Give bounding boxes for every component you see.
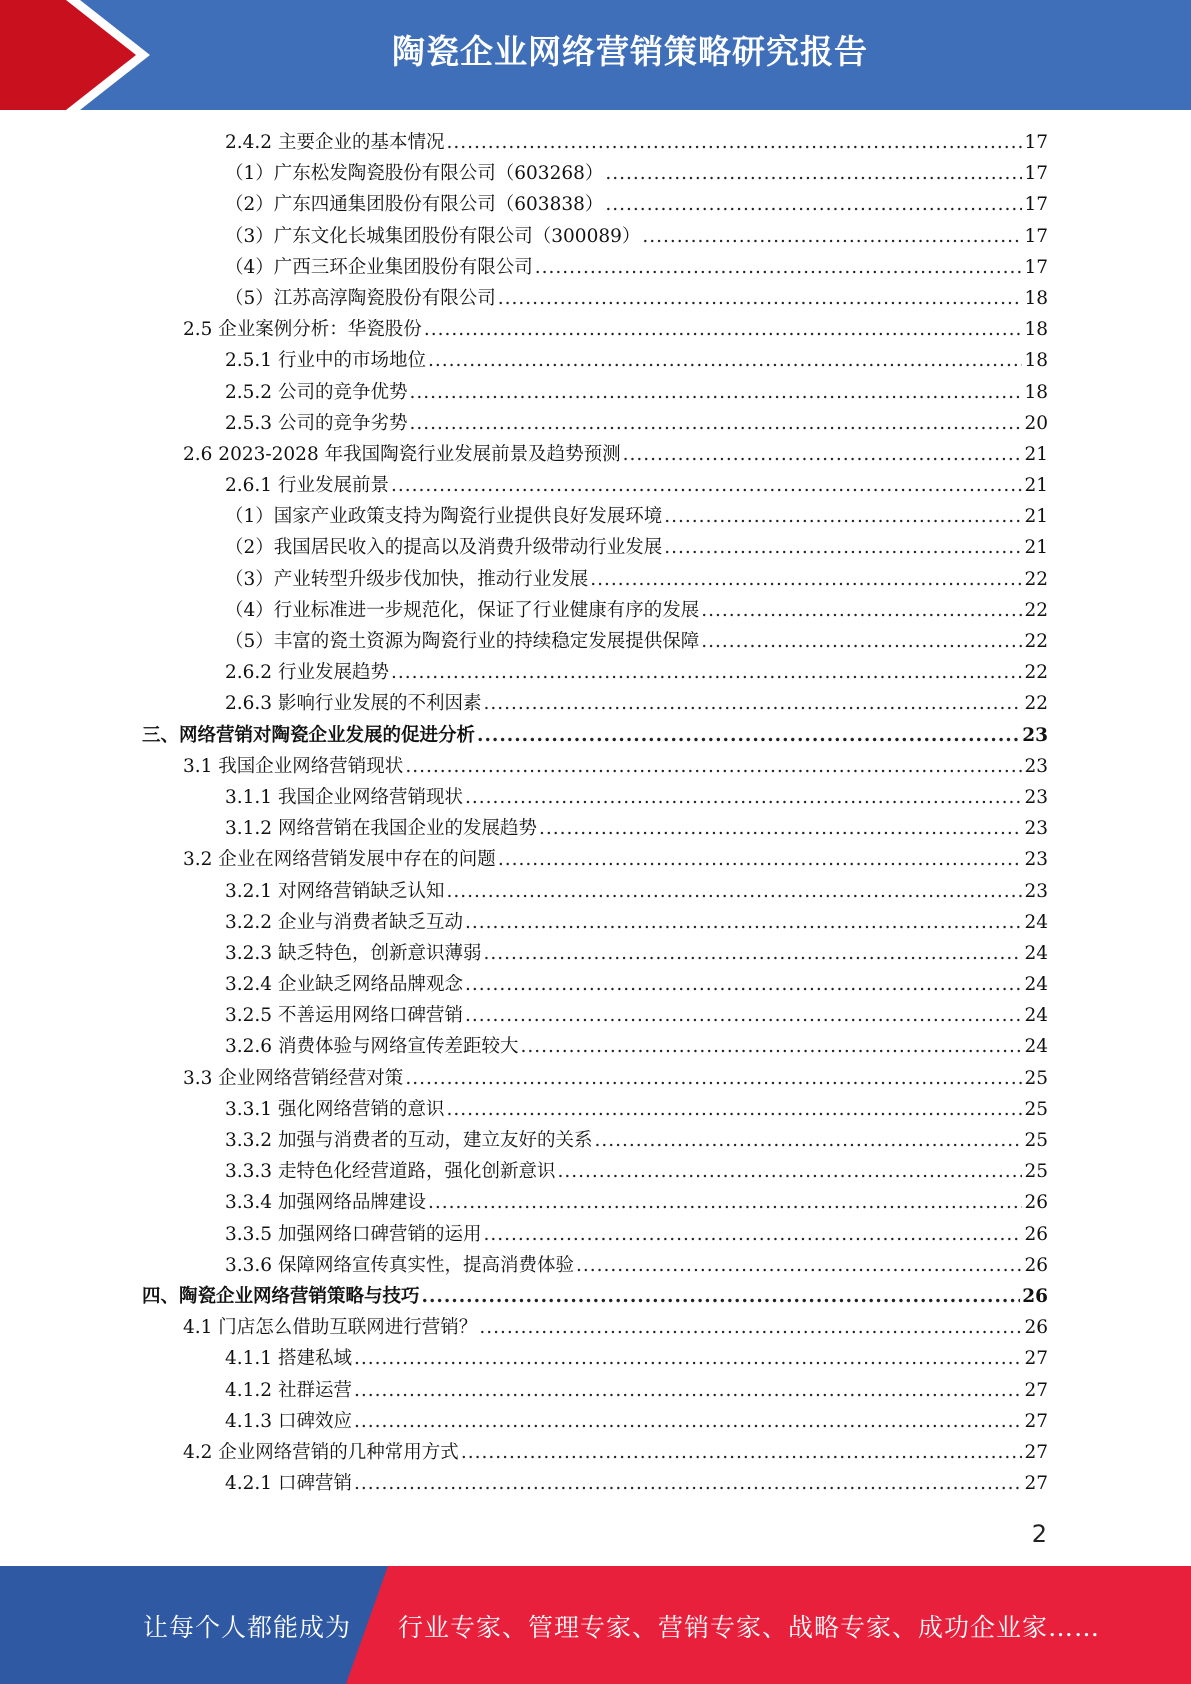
toc-entry[interactable] (0, 969, 1191, 1000)
toc-dot-leader (446, 127, 1022, 158)
toc-entry-page: 18 (1024, 287, 1048, 309)
toc-entry[interactable] (0, 657, 1191, 688)
toc-entry-label: 三、网络营销对陶瓷企业发展的促进分析 (142, 724, 476, 746)
toc-dot-leader (557, 1156, 1022, 1187)
toc-dot-leader (405, 751, 1022, 782)
toc-dot-leader (605, 189, 1022, 220)
toc-entry-label: 2.6.2 行业发展趋势 (225, 662, 389, 684)
toc-entry[interactable] (0, 408, 1191, 439)
toc-entry[interactable] (0, 1343, 1191, 1374)
toc-entry-label: （4）广西三环企业集团股份有限公司 (225, 256, 533, 278)
toc-entry-page: 22 (1024, 631, 1048, 652)
toc-entry-label: （4）行业标准进一步规范化，保证了行业健康有序的发展 (225, 599, 700, 621)
toc-entry[interactable] (0, 1312, 1191, 1343)
toc-entry[interactable] (0, 813, 1191, 844)
toc-dot-leader (422, 1281, 1021, 1312)
toc-entry-label: 3.3.2 加强与消费者的互动，建立友好的关系 (225, 1130, 593, 1151)
toc-entry[interactable] (0, 1031, 1191, 1062)
toc-entry-page: 27 (1024, 1379, 1048, 1401)
toc-entry[interactable] (0, 1063, 1191, 1094)
toc-dot-leader (498, 283, 1023, 314)
toc-entry-label: 3.3 企业网络营销经营对策 (183, 1067, 404, 1089)
toc-entry-label: 3.3.3 走特色化经营道路，强化创新意识 (225, 1161, 556, 1183)
toc-entry-label: 3.2.4 企业缺乏网络品牌观念 (225, 974, 463, 996)
toc-entry[interactable] (0, 876, 1191, 907)
page-footer (0, 1566, 1191, 1684)
header-red-arrow-shape (0, 0, 150, 110)
toc-dot-leader (428, 345, 1022, 376)
toc-entry-page: 26 (1024, 1192, 1048, 1214)
toc-entry-label: （5）江苏高淳陶瓷股份有限公司 (225, 287, 496, 309)
toc-entry[interactable] (0, 1375, 1191, 1406)
toc-dot-leader (483, 1219, 1022, 1250)
toc-entry-label: （3）产业转型升级步伐加快，推动行业发展 (225, 568, 589, 590)
toc-dot-leader (539, 813, 1022, 844)
toc-entry-page: 21 (1024, 475, 1048, 497)
toc-entry-page: 25 (1024, 1067, 1048, 1089)
toc-entry[interactable] (0, 501, 1191, 532)
toc-entry-page: 23 (1024, 755, 1048, 777)
toc-entry-page: 24 (1024, 974, 1048, 996)
toc-dot-leader (498, 844, 1023, 875)
toc-dot-leader (465, 782, 1022, 813)
toc-entry-label: 3.3.6 保障网络宣传真实性，提高消费体验 (225, 1254, 574, 1276)
toc-entry-label: 2.4.2 主要企业的基本情况 (225, 132, 445, 153)
toc-entry-page: 18 (1024, 381, 1048, 403)
toc-entry[interactable] (0, 377, 1191, 408)
toc-dot-leader (391, 657, 1022, 688)
toc-dot-leader (623, 439, 1023, 470)
toc-entry[interactable] (0, 158, 1191, 189)
toc-entry-page: 27 (1024, 1473, 1048, 1495)
toc-entry-page: 27 (1024, 1441, 1048, 1463)
toc-dot-leader (354, 1343, 1023, 1374)
toc-entry-page: 21 (1024, 443, 1048, 465)
toc-entry-label: 2.6 2023-2028 年我国陶瓷行业发展前景及趋势预测 (183, 443, 621, 465)
toc-entry-page: 17 (1024, 163, 1048, 185)
toc-entry-label: 3.2.2 企业与消费者缺乏互动 (225, 911, 463, 933)
toc-dot-leader (483, 938, 1022, 969)
toc-entry-label: 4.1.1 搭建私域 (225, 1348, 352, 1370)
toc-entry-label: （5）丰富的瓷土资源为陶瓷行业的持续稳定发展提供保障 (225, 631, 700, 652)
toc-dot-leader (576, 1250, 1022, 1281)
toc-entry[interactable] (0, 720, 1191, 751)
toc-entry-page: 24 (1024, 942, 1048, 964)
toc-entry-page: 22 (1024, 693, 1048, 715)
toc-entry[interactable] (0, 314, 1191, 345)
toc-dot-leader (590, 564, 1022, 595)
toc-entry[interactable] (0, 1000, 1191, 1031)
toc-entry[interactable] (0, 907, 1191, 938)
toc-entry[interactable] (0, 782, 1191, 813)
toc-entry[interactable] (0, 470, 1191, 501)
toc-entry-page: 26 (1024, 1254, 1048, 1276)
toc-entry-page: 23 (1024, 818, 1048, 840)
toc-entry-label: （2）我国居民收入的提高以及消费升级带动行业发展 (225, 537, 663, 559)
toc-entry-page: 25 (1024, 1098, 1048, 1120)
toc-entry[interactable] (0, 938, 1191, 969)
toc-entry-page: 23 (1024, 880, 1048, 902)
toc-entry[interactable] (0, 626, 1191, 657)
toc-entry-label: 3.1.2 网络营销在我国企业的发展趋势 (225, 818, 537, 840)
toc-dot-leader (354, 1468, 1023, 1499)
toc-dot-leader (409, 377, 1022, 408)
toc-entry-label: 4.1.3 口碑效应 (225, 1410, 352, 1432)
toc-entry[interactable] (0, 1156, 1191, 1187)
toc-entry-label: 3.3.1 强化网络营销的意识 (225, 1098, 445, 1120)
toc-dot-leader (465, 969, 1022, 1000)
toc-entry-label: （1）广东松发陶瓷股份有限公司（603268） (225, 163, 604, 185)
toc-entry-label: 2.5.1 行业中的市场地位 (225, 350, 426, 372)
toc-entry-page: 20 (1024, 412, 1048, 434)
toc-dot-leader (642, 221, 1022, 252)
toc-entry[interactable] (0, 1094, 1191, 1125)
toc-entry-label: 4.2.1 口碑营销 (225, 1473, 352, 1495)
toc-entry-page: 17 (1024, 256, 1048, 278)
toc-dot-leader (409, 408, 1022, 439)
toc-entry-page: 26 (1024, 1223, 1048, 1245)
toc-entry-page: 26 (1022, 1285, 1048, 1307)
toc-entry-page: 24 (1024, 1005, 1048, 1027)
toc-dot-leader (479, 1312, 1022, 1343)
toc-entry[interactable] (0, 688, 1191, 719)
toc-dot-leader (664, 532, 1022, 563)
toc-entry-label: 3.1 我国企业网络营销现状 (183, 755, 404, 777)
toc-entry[interactable] (0, 1219, 1191, 1250)
page-number: 2 (1031, 1520, 1047, 1548)
toc-entry-page: 22 (1024, 568, 1048, 590)
toc-entry[interactable] (0, 532, 1191, 563)
toc-entry-label: 3.3.5 加强网络口碑营销的运用 (225, 1223, 482, 1245)
toc-entry-label: 3.3.4 加强网络品牌建设 (225, 1192, 426, 1214)
toc-entry[interactable] (0, 189, 1191, 220)
toc-entry[interactable] (0, 595, 1191, 626)
toc-entry-page: 17 (1024, 225, 1048, 247)
toc-entry[interactable] (0, 1281, 1191, 1312)
toc-entry-page: 17 (1024, 132, 1048, 153)
toc-entry-page: 22 (1024, 662, 1048, 684)
toc-entry-label: 四、陶瓷企业网络营销策略与技巧 (142, 1285, 420, 1307)
toc-dot-leader (465, 1000, 1022, 1031)
table-of-contents (0, 127, 1191, 1499)
toc-entry-label: 3.1.1 我国企业网络营销现状 (225, 786, 463, 808)
toc-entry[interactable] (0, 283, 1191, 314)
toc-entry-page: 27 (1024, 1348, 1048, 1370)
toc-entry-page: 23 (1022, 724, 1048, 746)
toc-entry[interactable] (0, 1125, 1191, 1156)
toc-entry-page: 21 (1024, 537, 1048, 559)
toc-entry-page: 17 (1024, 194, 1048, 216)
document-title: 陶瓷企业网络营销策略研究报告 (392, 32, 868, 71)
toc-dot-leader (391, 470, 1022, 501)
toc-entry[interactable] (0, 1406, 1191, 1437)
toc-entry-page: 18 (1024, 350, 1048, 372)
toc-entry-label: 2.5 企业案例分析：华瓷股份 (183, 319, 422, 341)
toc-entry[interactable] (0, 1437, 1191, 1468)
toc-entry-label: 3.2.3 缺乏特色，创新意识薄弱 (225, 942, 482, 964)
toc-dot-leader (594, 1125, 1022, 1156)
footer-slogan-left: 让每个人都能成为 (143, 1613, 352, 1642)
toc-dot-leader (535, 252, 1023, 283)
toc-dot-leader (354, 1406, 1023, 1437)
toc-entry-page: 25 (1024, 1161, 1048, 1183)
toc-dot-leader (465, 907, 1022, 938)
toc-dot-leader (428, 1187, 1022, 1218)
toc-entry-label: 2.5.3 公司的竞争劣势 (225, 412, 408, 434)
toc-dot-leader (483, 688, 1022, 719)
toc-entry-label: 3.2 企业在网络营销发展中存在的问题 (183, 849, 496, 871)
toc-dot-leader (354, 1375, 1023, 1406)
toc-entry-label: 2.6.3 影响行业发展的不利因素 (225, 693, 482, 715)
toc-entry-page: 27 (1024, 1410, 1048, 1432)
toc-entry[interactable] (0, 127, 1191, 158)
toc-entry[interactable] (0, 1250, 1191, 1281)
toc-entry-page: 21 (1024, 506, 1048, 528)
toc-entry-label: （1）国家产业政策支持为陶瓷行业提供良好发展环境 (225, 506, 663, 528)
toc-entry-label: 4.1.2 社群运营 (225, 1379, 352, 1401)
toc-entry-label: 4.1 门店怎么借助互联网进行营销？ (183, 1317, 478, 1339)
toc-entry-label: （2）广东四通集团股份有限公司（603838） (225, 194, 604, 216)
toc-dot-leader (446, 1094, 1022, 1125)
toc-entry-label: 4.2 企业网络营销的几种常用方式 (183, 1441, 459, 1463)
toc-entry-label: 3.2.6 消费体验与网络宣传差距较大 (225, 1036, 519, 1058)
toc-entry[interactable] (0, 564, 1191, 595)
toc-entry[interactable] (0, 844, 1191, 875)
toc-entry[interactable] (0, 751, 1191, 782)
toc-dot-leader (520, 1031, 1022, 1062)
toc-dot-leader (461, 1437, 1023, 1468)
toc-entry[interactable] (0, 1187, 1191, 1218)
toc-entry-label: 2.6.1 行业发展前景 (225, 475, 389, 497)
toc-dot-leader (446, 876, 1022, 907)
toc-dot-leader (405, 1063, 1022, 1094)
toc-entry-page: 22 (1024, 599, 1048, 621)
page-header (0, 0, 1191, 110)
toc-dot-leader (701, 626, 1022, 657)
toc-entry[interactable] (0, 221, 1191, 252)
footer-slogan-right: 行业专家、管理专家、营销专家、战略专家、成功企业家…… (398, 1613, 1101, 1642)
toc-entry-label: 3.2.5 不善运用网络口碑营销 (225, 1005, 463, 1027)
toc-dot-leader (664, 501, 1022, 532)
toc-dot-leader (424, 314, 1023, 345)
toc-entry-page: 25 (1024, 1130, 1048, 1151)
toc-entry[interactable] (0, 252, 1191, 283)
toc-dot-leader (701, 595, 1022, 626)
toc-entry-page: 18 (1024, 319, 1048, 341)
toc-entry[interactable] (0, 345, 1191, 376)
toc-dot-leader (605, 158, 1022, 189)
toc-entry-label: 3.2.1 对网络营销缺乏认知 (225, 880, 445, 902)
toc-entry-page: 24 (1024, 1036, 1048, 1058)
toc-entry-page: 23 (1024, 786, 1048, 808)
toc-entry[interactable] (0, 439, 1191, 470)
toc-entry-page: 24 (1024, 911, 1048, 933)
toc-entry[interactable] (0, 1468, 1191, 1499)
toc-entry-page: 23 (1024, 849, 1048, 871)
toc-entry-label: 2.5.2 公司的竞争优势 (225, 381, 408, 403)
toc-dot-leader (477, 720, 1020, 751)
toc-entry-page: 26 (1024, 1317, 1048, 1339)
toc-entry-label: （3）广东文化长城集团股份有限公司（300089） (225, 225, 641, 247)
